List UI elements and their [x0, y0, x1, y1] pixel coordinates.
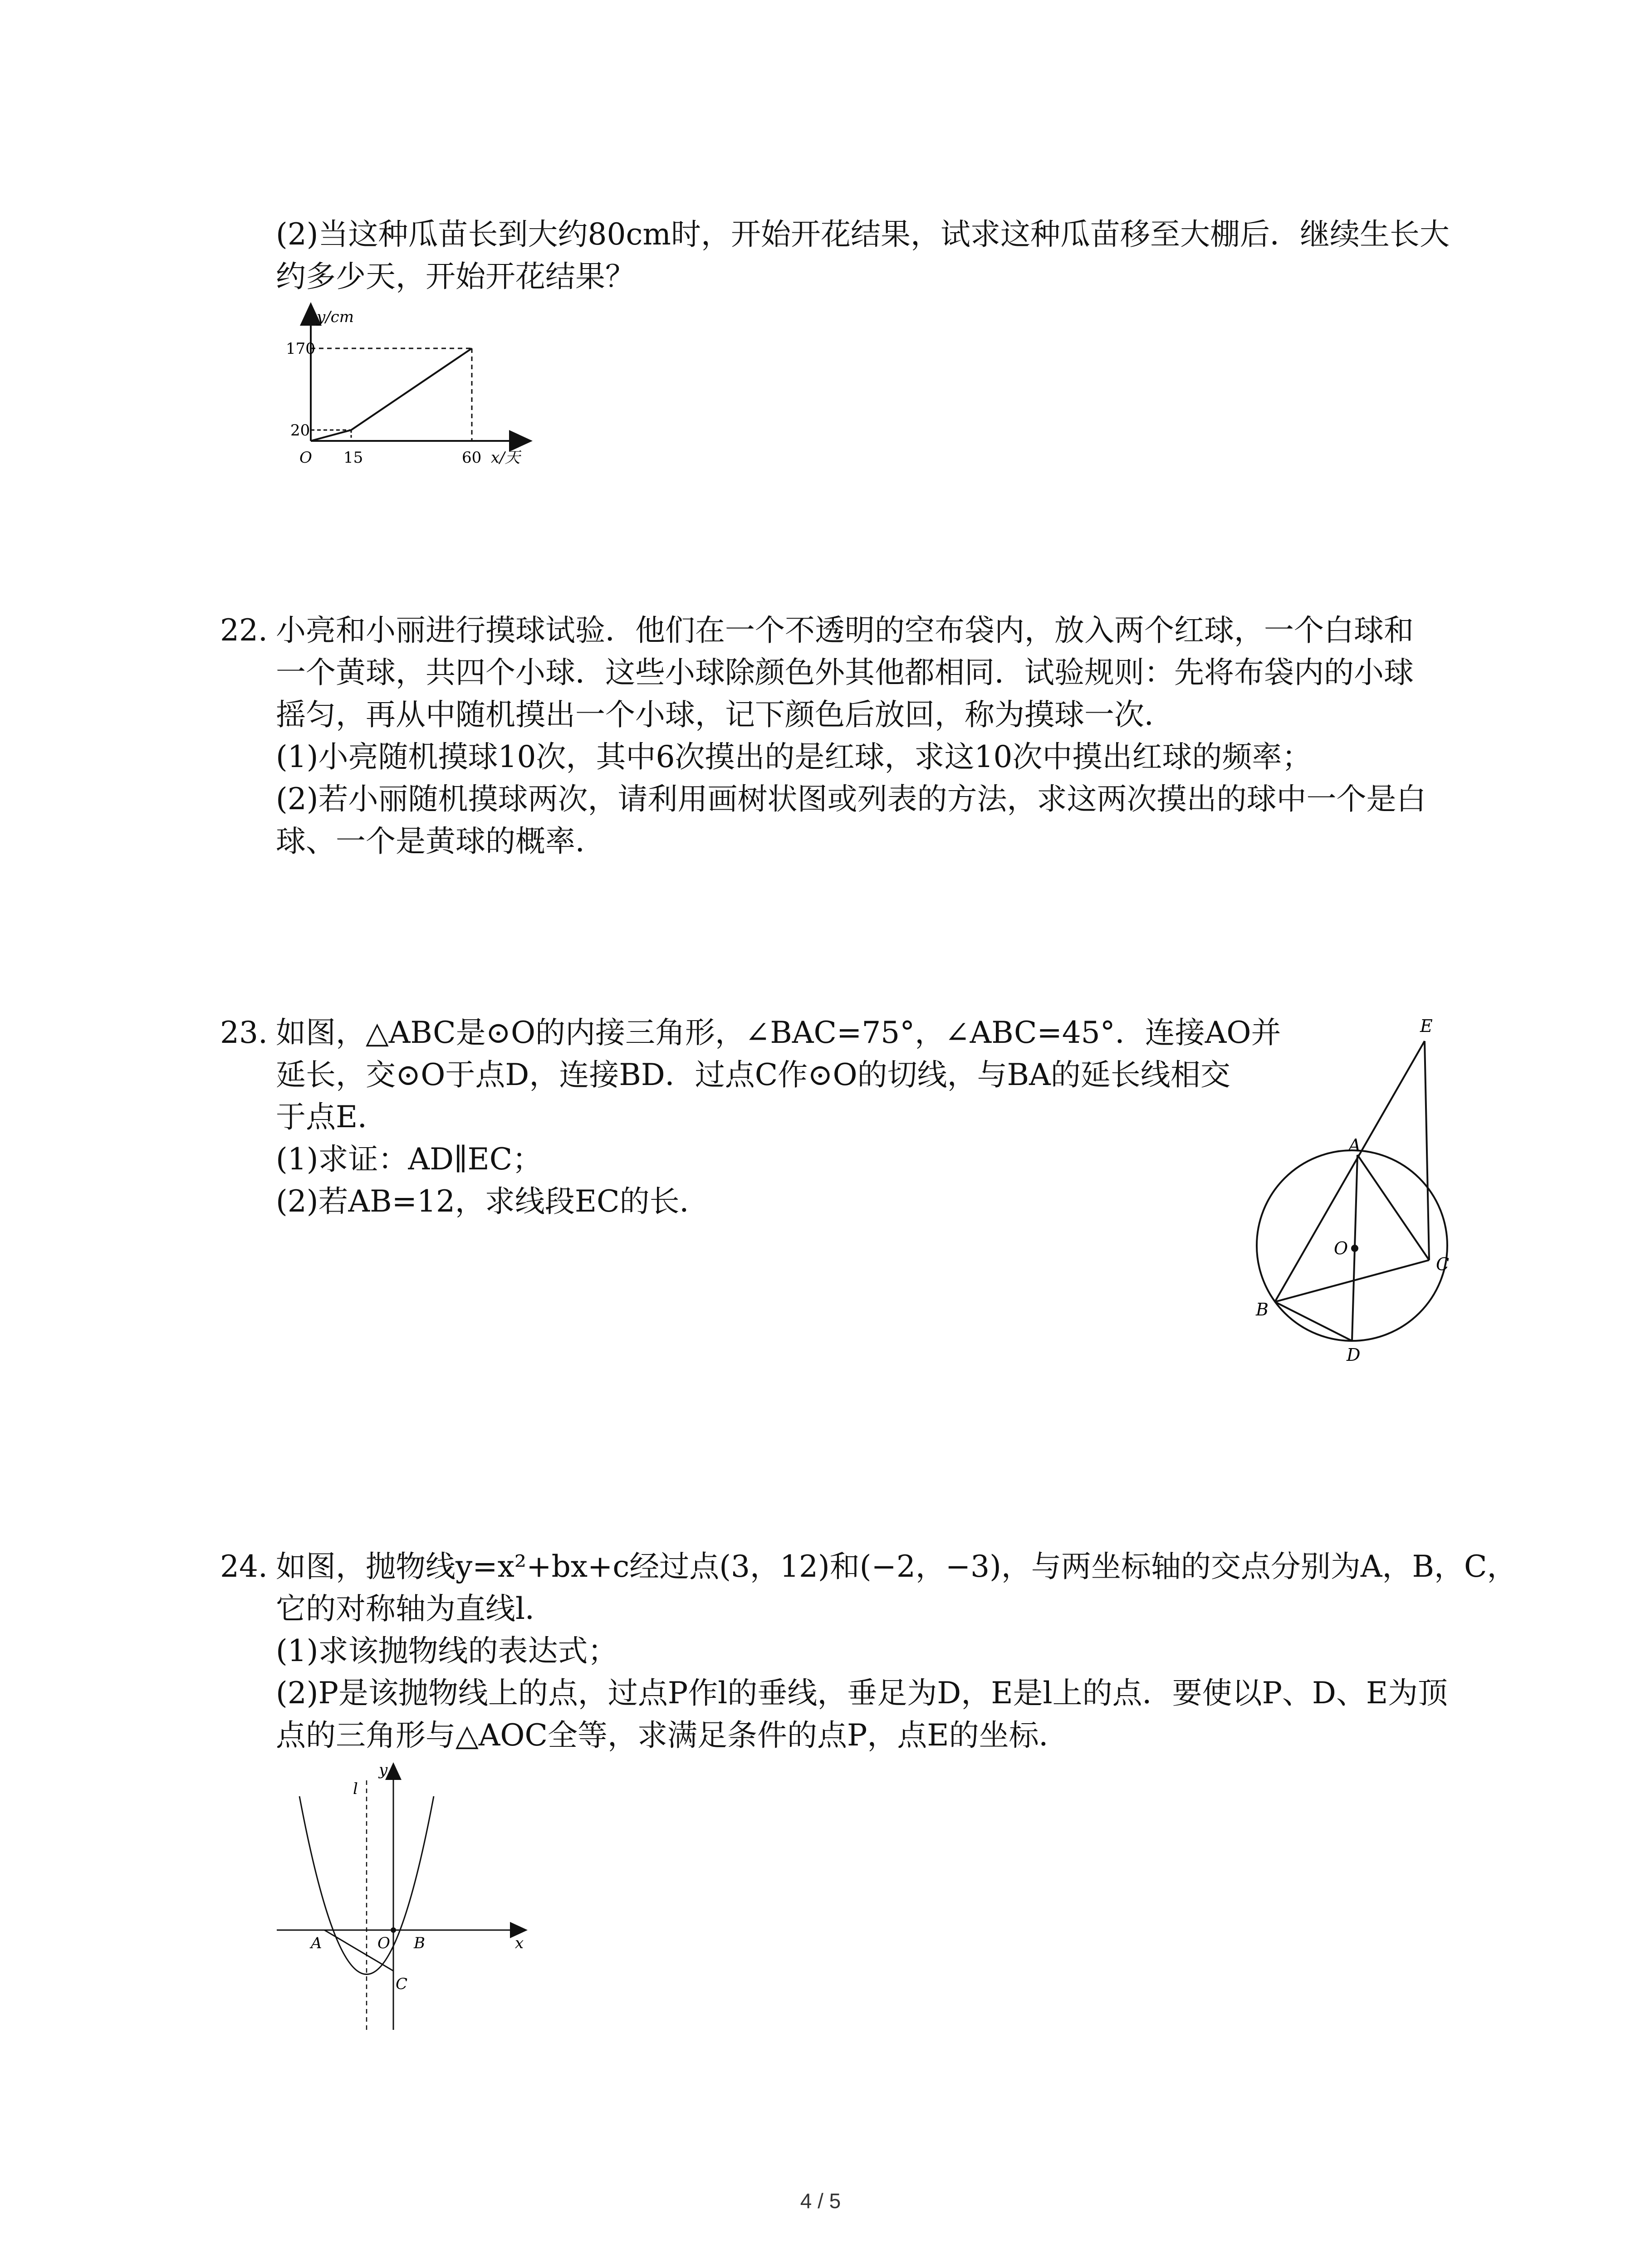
q21-growth-graph — [286, 304, 540, 481]
label-y: y — [379, 1761, 388, 1779]
q23-circle-figure — [1243, 1007, 1479, 1365]
q23-line: 如图，△ABC是⊙O的内接三角形，∠BAC=75°，∠ABC=45°．连接AO并 — [276, 1015, 1281, 1050]
q24-line: (1)求该抛物线的表达式； — [276, 1633, 618, 1668]
origin-label: O — [299, 449, 312, 467]
label-c: C — [396, 1975, 408, 1993]
segment-ec — [1425, 1041, 1429, 1260]
label-c: C — [1436, 1254, 1450, 1274]
x-axis-label: x/天 — [491, 449, 520, 467]
q22-line: 摇匀，再从中随机摸出一个小球，记下颜色后放回，称为摸球一次． — [276, 697, 1174, 732]
growth-line — [311, 348, 472, 441]
q24-line: 如图，抛物线y=x²+bx+c经过点(3，12)和(−2，−3)，与两坐标轴的交点分别为A，B，C， — [276, 1549, 1517, 1584]
label-a: A — [311, 1934, 322, 1952]
q23-line: (2)若AB=12，求线段EC的长． — [276, 1184, 710, 1219]
q23-number: 23. — [220, 1015, 268, 1050]
q22-line: 球、一个是黄球的概率． — [276, 824, 605, 859]
segment-be — [1275, 1041, 1425, 1302]
q24-line: (2)P是该抛物线上的点，过点P作l的垂线，垂足为D，E是l上的点．要使以P、D、E为顶 — [276, 1676, 1448, 1711]
page-number: 4 / 5 — [800, 2189, 841, 2213]
q24-parabola-figure — [272, 1758, 535, 2039]
y-tick-20: 20 — [290, 421, 310, 440]
x-tick-15: 15 — [343, 449, 363, 467]
label-a: A — [1348, 1135, 1361, 1155]
q22-text — [276, 609, 1455, 862]
q22-line: 小亮和小丽进行摸球试验．他们在一个不透明的空布袋内，放入两个红球，一个白球和 — [276, 613, 1414, 648]
label-l: l — [353, 1780, 358, 1798]
q24-line: 它的对称轴为直线l． — [276, 1591, 555, 1626]
q22-line: 一个黄球，共四个小球．这些小球除颜色外其他都相同．试验规则：先将布袋内的小球 — [276, 655, 1414, 690]
q21-line: (2)当这种瓜苗长到大约80cm时，开始开花结果，试求这种瓜苗移至大棚后．继续生长大 — [276, 217, 1450, 252]
label-o: O — [377, 1934, 390, 1952]
y-tick-170: 170 — [286, 340, 315, 358]
label-x: x — [515, 1934, 524, 1952]
q24-line: 点的三角形与△AOC全等，求满足条件的点P，点E的坐标． — [276, 1718, 1069, 1753]
q22-line: (2)若小丽随机摸球两次，请利用画树状图或列表的方法，求这两次摸出的球中一个是白 — [276, 782, 1426, 816]
q21-text — [276, 213, 1455, 298]
segment-bd — [1275, 1302, 1352, 1341]
label-b: B — [1256, 1300, 1269, 1320]
segment-ac — [1357, 1155, 1429, 1260]
q23-line: 延长，交⊙O于点D，连接BD．过点C作⊙O的切线，与BA的延长线相交 — [276, 1057, 1230, 1092]
origin-dot — [391, 1927, 396, 1933]
q21-line: 约多少天，开始开花结果？ — [276, 259, 635, 294]
q24-number: 24. — [220, 1549, 268, 1584]
q23-line: 于点E． — [276, 1100, 388, 1134]
segment-bc — [1275, 1260, 1429, 1302]
center-o-dot — [1351, 1245, 1358, 1252]
q23-line: (1)求证：AD∥EC； — [276, 1142, 543, 1177]
q22-number: 22. — [220, 613, 268, 648]
label-e: E — [1420, 1016, 1433, 1036]
q24-text — [276, 1545, 1517, 1756]
label-o: O — [1334, 1238, 1348, 1258]
q23-text — [276, 1012, 1281, 1222]
label-b: B — [414, 1934, 425, 1952]
label-d: D — [1347, 1345, 1361, 1365]
q22-line: (1)小亮随机摸球10次，其中6次摸出的是红球，求这10次中摸出红球的频率； — [276, 739, 1312, 774]
y-axis-label: y/cm — [317, 308, 354, 326]
x-tick-60: 60 — [462, 449, 482, 467]
